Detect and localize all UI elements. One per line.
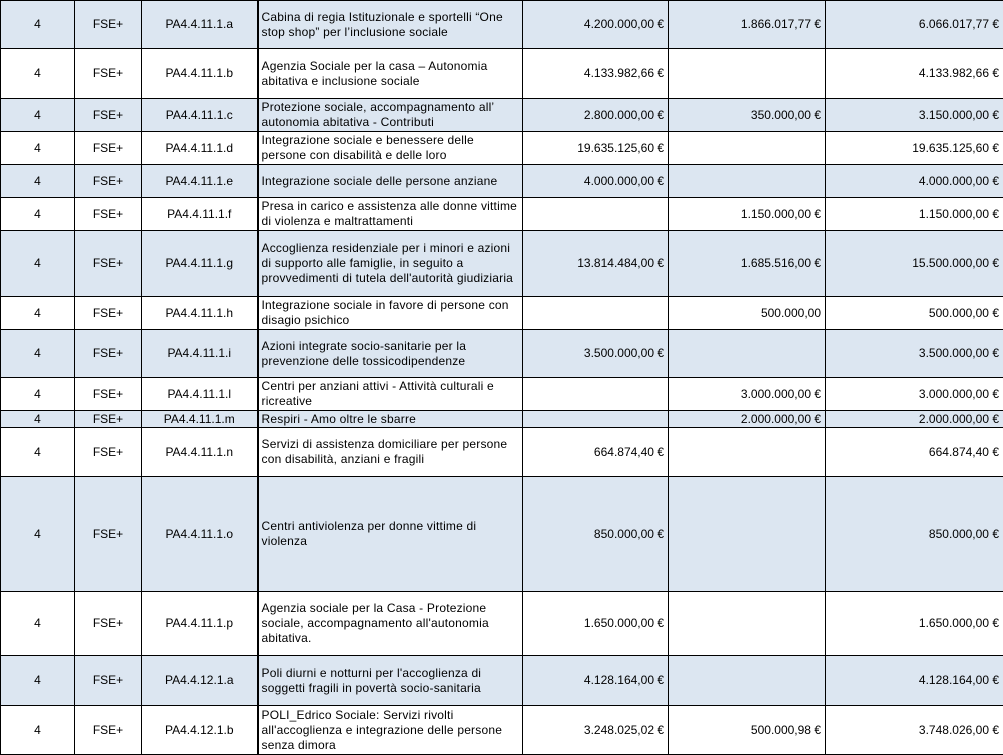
table-row [1,428,1003,477]
cell-codice: PA4.4.11.1.g [142,231,258,297]
table-row [1,411,1003,428]
cell-fondo: FSE+ [75,428,142,477]
cell-asse: 4 [1,165,75,198]
table-row [1,198,1003,231]
cell-codice: PA4.4.11.1.n [142,428,258,477]
cell-asse: 4 [1,198,75,231]
cell-asse: 4 [1,231,75,297]
cell-fondo: FSE+ [75,656,142,706]
cell-importo-1: 4.200.000,00 € [523,1,669,49]
cell-asse: 4 [1,49,75,99]
cell-importo-1: 13.814.484,00 € [523,231,669,297]
cell-descrizione: Accoglienza residenziale per i minori e azioni di supporto alle famiglie, in seguito a provvedimenti di tutela dell'autorità giudiziaria [258,231,523,297]
table-row [1,378,1003,411]
cell-importo-1: 19.635.125,60 € [523,132,669,165]
cell-asse: 4 [1,99,75,132]
cell-asse: 4 [1,1,75,49]
cell-importo-2: 500.000,00 [669,297,826,330]
cell-descrizione: Centri per anziani attivi - Attività culturali e ricreative [258,378,523,411]
cell-descrizione: Agenzia Sociale per la casa – Autonomia abitativa e inclusione sociale [258,49,523,99]
table-row [1,165,1003,198]
cell-asse: 4 [1,411,75,428]
cell-totale: 2.000.000,00 € [826,411,1003,428]
cell-totale: 3.150.000,00 € [826,99,1003,132]
cell-descrizione: Agenzia sociale per la Casa - Protezione sociale, accompagnamento all'autonomia abitativa. [258,592,523,656]
cell-importo-1: 4.000.000,00 € [523,165,669,198]
cell-importo-1 [523,198,669,231]
cell-descrizione: POLI_Edrico Sociale: Servizi rivolti all'accoglienza e integrazione delle persone senza dimora [258,706,523,755]
cell-totale: 15.500.000,00 € [826,231,1003,297]
table-row [1,99,1003,132]
cell-importo-1: 3.500.000,00 € [523,330,669,378]
cell-descrizione: Integrazione sociale in favore di persone con disagio psichico [258,297,523,330]
cell-totale: 6.066.017,77 € [826,1,1003,49]
cell-codice: PA4.4.11.1.p [142,592,258,656]
cell-importo-2: 1.150.000,00 € [669,198,826,231]
cell-importo-2 [669,592,826,656]
cell-totale: 19.635.125,60 € [826,132,1003,165]
cell-codice: PA4.4.11.1.i [142,330,258,378]
table-row [1,132,1003,165]
cell-importo-2 [669,330,826,378]
cell-fondo: FSE+ [75,198,142,231]
cell-codice: PA4.4.11.1.h [142,297,258,330]
cell-importo-1: 664.874,40 € [523,428,669,477]
cell-importo-2: 2.000.000,00 € [669,411,826,428]
table-row [1,706,1003,755]
table-row [1,49,1003,99]
cell-descrizione: Servizi di assistenza domiciliare per persone con disabilità, anziani e fragili [258,428,523,477]
cell-importo-2 [669,656,826,706]
table-row [1,231,1003,297]
cell-importo-2: 1.685.516,00 € [669,231,826,297]
cell-codice: PA4.4.11.1.f [142,198,258,231]
cell-fondo: FSE+ [75,706,142,755]
cell-descrizione: Centri antiviolenza per donne vittime di violenza [258,477,523,592]
cell-importo-1: 850.000,00 € [523,477,669,592]
cell-importo-2: 1.866.017,77 € [669,1,826,49]
cell-importo-2 [669,165,826,198]
cell-totale: 3.000.000,00 € [826,378,1003,411]
cell-descrizione: Presa in carico e assistenza alle donne vittime di violenza e maltrattamenti [258,198,523,231]
cell-codice: PA4.4.11.1.a [142,1,258,49]
cell-codice: PA4.4.11.1.e [142,165,258,198]
cell-importo-1 [523,378,669,411]
cell-codice: PA4.4.11.1.d [142,132,258,165]
cell-fondo: FSE+ [75,477,142,592]
cell-importo-2 [669,132,826,165]
cell-totale: 4.133.982,66 € [826,49,1003,99]
cell-descrizione: Integrazione sociale e benessere delle persone con disabilità e delle loro [258,132,523,165]
cell-descrizione: Poli diurni e notturni per l'accoglienza di soggetti fragili in povertà socio-sanitaria [258,656,523,706]
cell-codice: PA4.4.11.1.m [142,411,258,428]
cell-importo-1: 1.650.000,00 € [523,592,669,656]
cell-importo-2: 3.000.000,00 € [669,378,826,411]
cell-totale: 1.150.000,00 € [826,198,1003,231]
cell-importo-1: 2.800.000,00 € [523,99,669,132]
table-row [1,592,1003,656]
cell-fondo: FSE+ [75,1,142,49]
cell-totale: 500.000,00 € [826,297,1003,330]
cell-totale: 1.650.000,00 € [826,592,1003,656]
cell-descrizione: Azioni integrate socio-sanitarie per la prevenzione delle tossicodipendenze [258,330,523,378]
cell-codice: PA4.4.12.1.a [142,656,258,706]
cell-codice: PA4.4.11.1.b [142,49,258,99]
cell-asse: 4 [1,428,75,477]
cell-importo-2 [669,428,826,477]
cell-importo-1: 3.248.025,02 € [523,706,669,755]
cell-importo-2 [669,477,826,592]
cell-totale: 664.874,40 € [826,428,1003,477]
cell-importo-2: 350.000,00 € [669,99,826,132]
cell-importo-2: 500.000,98 € [669,706,826,755]
cell-totale: 3.500.000,00 € [826,330,1003,378]
cell-totale: 4.128.164,00 € [826,656,1003,706]
cell-importo-1: 4.133.982,66 € [523,49,669,99]
cell-codice: PA4.4.11.1.o [142,477,258,592]
cell-codice: PA4.4.11.1.l [142,378,258,411]
cell-fondo: FSE+ [75,330,142,378]
cell-codice: PA4.4.11.1.c [142,99,258,132]
cell-fondo: FSE+ [75,165,142,198]
cell-totale: 3.748.026,00 € [826,706,1003,755]
cell-fondo: FSE+ [75,49,142,99]
cell-fondo: FSE+ [75,99,142,132]
cell-asse: 4 [1,477,75,592]
cell-asse: 4 [1,378,75,411]
table-row [1,477,1003,592]
cell-fondo: FSE+ [75,378,142,411]
table-row [1,656,1003,706]
cell-asse: 4 [1,656,75,706]
cell-fondo: FSE+ [75,592,142,656]
cell-asse: 4 [1,132,75,165]
cell-descrizione: Protezione sociale, accompagnamento all’ autonomia abitativa - Contributi [258,99,523,132]
cell-totale: 850.000,00 € [826,477,1003,592]
cell-asse: 4 [1,297,75,330]
table-body [1,1,1003,755]
table-row [1,1,1003,49]
cell-descrizione: Integrazione sociale delle persone anziane [258,165,523,198]
cell-asse: 4 [1,706,75,755]
cell-fondo: FSE+ [75,297,142,330]
cell-totale: 4.000.000,00 € [826,165,1003,198]
cell-importo-2 [669,49,826,99]
cell-codice: PA4.4.12.1.b [142,706,258,755]
table-row [1,297,1003,330]
cell-descrizione: Respiri - Amo oltre le sbarre [258,411,523,428]
cell-importo-1: 4.128.164,00 € [523,656,669,706]
cell-asse: 4 [1,330,75,378]
cell-fondo: FSE+ [75,132,142,165]
cell-fondo: FSE+ [75,231,142,297]
cell-fondo: FSE+ [75,411,142,428]
cell-asse: 4 [1,592,75,656]
table-row [1,330,1003,378]
cell-descrizione: Cabina di regia Istituzionale e sportelli “One stop shop” per l’inclusione sociale [258,1,523,49]
cell-importo-1 [523,297,669,330]
cell-importo-1 [523,411,669,428]
